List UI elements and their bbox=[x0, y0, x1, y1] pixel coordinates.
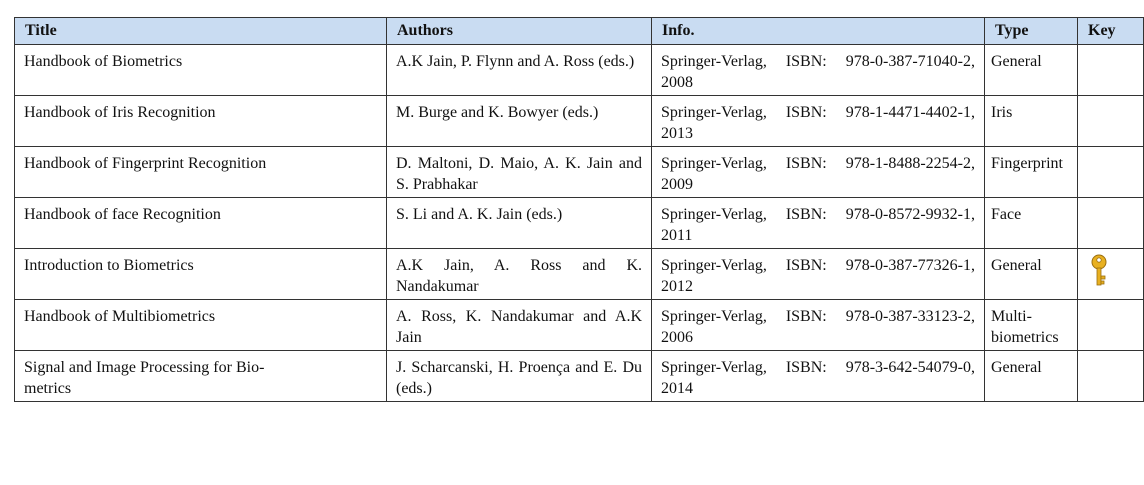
cell-info: Springer-Verlag, ISBN: 978-0-387-77326-1, 2012 bbox=[652, 249, 985, 300]
cell-authors: A. Ross, K. Nandakumar and A.K Jain bbox=[387, 300, 652, 351]
cell-type bbox=[985, 300, 1078, 351]
cell-type bbox=[985, 96, 1078, 147]
cell-title bbox=[15, 147, 387, 198]
header-type[interactable]: Type bbox=[985, 18, 1078, 45]
table-row[interactable] bbox=[15, 198, 1144, 249]
cell-title bbox=[15, 45, 387, 96]
book-title: Handbook of Multibiometrics bbox=[24, 308, 216, 325]
table-row[interactable] bbox=[15, 249, 1144, 300]
book-type: Fingerprint bbox=[991, 155, 1063, 172]
cell-info: Springer-Verlag, ISBN: 978-0-387-71040-2, 2008 bbox=[652, 45, 985, 96]
header-authors[interactable]: Authors bbox=[387, 18, 652, 45]
cell-key bbox=[1078, 249, 1144, 300]
cell-authors: D. Maltoni, D. Maio, A. K. Jain and S. Prabhakar bbox=[387, 147, 652, 198]
book-type: General bbox=[991, 257, 1042, 274]
cell-type bbox=[985, 351, 1078, 402]
book-type: Multi- biometrics bbox=[991, 308, 1059, 346]
cell-key bbox=[1078, 351, 1144, 402]
cell-type bbox=[985, 249, 1078, 300]
cell-key bbox=[1078, 300, 1144, 351]
header-key[interactable]: Key bbox=[1078, 18, 1144, 45]
key-icon[interactable] bbox=[1088, 253, 1110, 289]
books-table bbox=[14, 17, 1144, 402]
cell-info: Springer-Verlag, ISBN: 978-1-4471-4402-1, 2013 bbox=[652, 96, 985, 147]
table-row[interactable] bbox=[15, 96, 1144, 147]
header-row bbox=[15, 18, 1144, 45]
book-title: Handbook of Fingerprint Recognition bbox=[24, 155, 267, 172]
cell-authors: A.K Jain, P. Flynn and A. Ross (eds.) bbox=[387, 45, 652, 96]
cell-type bbox=[985, 147, 1078, 198]
cell-info: Springer-Verlag, ISBN: 978-1-8488-2254-2, 2009 bbox=[652, 147, 985, 198]
book-type: Face bbox=[991, 206, 1022, 223]
cell-info: Springer-Verlag, ISBN: 978-0-387-33123-2, 2006 bbox=[652, 300, 985, 351]
book-title: Handbook of face Recognition bbox=[24, 206, 221, 223]
table-row[interactable] bbox=[15, 351, 1144, 402]
cell-authors: M. Burge and K. Bowyer (eds.) bbox=[387, 96, 652, 147]
cell-info: Springer-Verlag, ISBN: 978-0-8572-9932-1, 2011 bbox=[652, 198, 985, 249]
cell-key bbox=[1078, 96, 1144, 147]
book-title: Handbook of Iris Recognition bbox=[24, 104, 216, 121]
table-row[interactable] bbox=[15, 147, 1144, 198]
cell-key bbox=[1078, 45, 1144, 96]
table-row[interactable] bbox=[15, 300, 1144, 351]
cell-key bbox=[1078, 147, 1144, 198]
book-title: Introduction to Biometrics bbox=[24, 257, 194, 274]
book-type: General bbox=[991, 53, 1042, 70]
book-type: Iris bbox=[991, 104, 1013, 121]
table-row[interactable] bbox=[15, 45, 1144, 96]
book-type: General bbox=[991, 359, 1042, 376]
book-title: Signal and Image Processing for Bio- metrics bbox=[24, 359, 265, 397]
header-title[interactable]: Title bbox=[15, 18, 387, 45]
cell-title bbox=[15, 300, 387, 351]
cell-authors: S. Li and A. K. Jain (eds.) bbox=[387, 198, 652, 249]
cell-authors: J. Scharcanski, H. Proença and E. Du (eds.) bbox=[387, 351, 652, 402]
book-title: Handbook of Biometrics bbox=[24, 53, 183, 70]
header-info[interactable]: Info. bbox=[652, 18, 985, 45]
cell-type bbox=[985, 45, 1078, 96]
cell-title bbox=[15, 198, 387, 249]
cell-type bbox=[985, 198, 1078, 249]
cell-title bbox=[15, 96, 387, 147]
cell-title bbox=[15, 249, 387, 300]
cell-authors: A.K Jain, A. Ross and K. Nandakumar bbox=[387, 249, 652, 300]
cell-key bbox=[1078, 198, 1144, 249]
table-body bbox=[15, 45, 1144, 402]
cell-info: Springer-Verlag, ISBN: 978-3-642-54079-0, 2014 bbox=[652, 351, 985, 402]
cell-title bbox=[15, 351, 387, 402]
